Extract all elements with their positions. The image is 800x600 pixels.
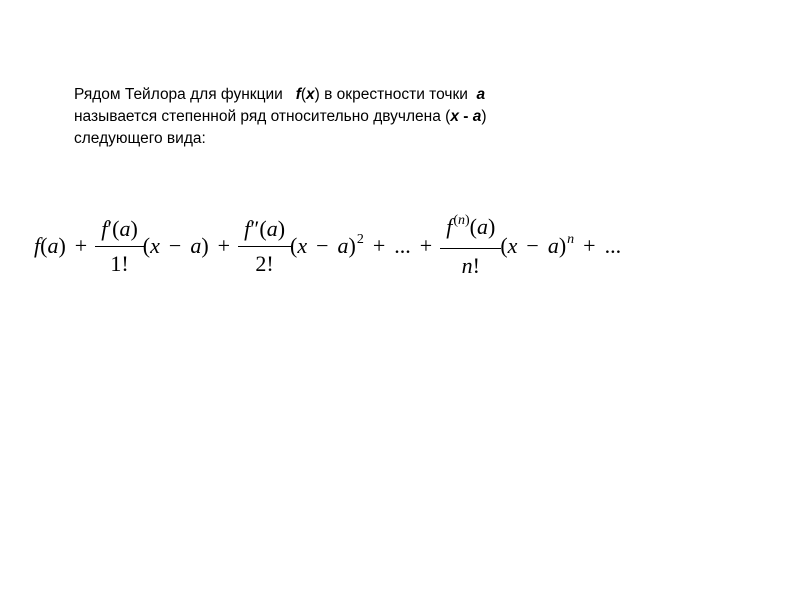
paren-open: ( bbox=[300, 86, 307, 103]
line1-text-middle: в окрестности точки bbox=[319, 86, 477, 103]
sym-rp: ) bbox=[348, 233, 356, 258]
sym-n: n bbox=[458, 212, 465, 228]
binomial-x: x bbox=[450, 108, 459, 125]
fraction-first-derivative bbox=[98, 216, 141, 277]
taylor-series-formula bbox=[34, 206, 621, 286]
sym-lp: ( bbox=[290, 233, 298, 258]
sym-a: a bbox=[47, 233, 59, 258]
variable-x: x bbox=[306, 86, 315, 103]
sym-rp: ) bbox=[58, 233, 66, 258]
ellipsis: ... bbox=[394, 233, 411, 258]
plus-sign: + bbox=[74, 233, 88, 258]
sym-x: x bbox=[150, 233, 160, 258]
binomial-term-1 bbox=[143, 233, 209, 259]
sym-a: a bbox=[190, 233, 202, 258]
sym-a: a bbox=[547, 233, 559, 258]
sym-lp: ( bbox=[259, 215, 267, 241]
binomial-minus: - bbox=[458, 108, 473, 125]
minus-sign: − bbox=[168, 233, 182, 258]
sym-lp: ( bbox=[112, 215, 120, 241]
sym-lp: ( bbox=[469, 213, 477, 239]
sym-x: x bbox=[297, 233, 308, 258]
function-f: f bbox=[295, 86, 301, 103]
ellipsis: ... bbox=[604, 233, 622, 258]
sym-a: a bbox=[266, 215, 278, 241]
sym-lp: ( bbox=[40, 233, 48, 258]
numerator bbox=[98, 216, 141, 246]
denominator: 1! bbox=[95, 246, 144, 277]
fraction-second-derivative bbox=[241, 216, 288, 277]
sym-rp: ) bbox=[277, 215, 286, 241]
plus-sign: + bbox=[419, 233, 433, 258]
sym-a: a bbox=[119, 215, 131, 241]
sym-f: f bbox=[244, 215, 251, 241]
denominator: 2! bbox=[238, 246, 291, 277]
minus-sign: − bbox=[526, 233, 539, 258]
sym-rp: ) bbox=[201, 233, 209, 258]
exponent-2: 2 bbox=[356, 232, 364, 247]
definition-paragraph bbox=[74, 84, 674, 150]
sym-f: f bbox=[101, 215, 108, 241]
sym-rp: ) bbox=[465, 212, 470, 228]
numerator bbox=[241, 216, 288, 246]
sym-f: f bbox=[34, 233, 41, 258]
plus-sign: + bbox=[583, 233, 596, 258]
paragraph-line-2 bbox=[74, 106, 674, 128]
denominator bbox=[440, 248, 501, 279]
sym-a: a bbox=[337, 233, 349, 258]
sym-lp: ( bbox=[453, 212, 458, 228]
binomial-term-2 bbox=[290, 233, 364, 259]
line1-text-start: Рядом Тейлора для функции bbox=[74, 86, 296, 103]
derivative-order bbox=[453, 213, 469, 228]
paren-close: ) bbox=[314, 86, 320, 103]
minus-sign: − bbox=[316, 233, 329, 258]
binomial-a: a bbox=[472, 108, 482, 125]
paragraph-line-1 bbox=[74, 84, 674, 106]
sym-f: f bbox=[446, 213, 453, 239]
exponent-n: n bbox=[567, 232, 575, 247]
sym-lp: ( bbox=[142, 233, 151, 258]
paragraph-line-3: следующего вида: bbox=[74, 130, 206, 147]
line2-text-start: называется степенной ряд относительно двучлена ( bbox=[74, 108, 451, 125]
binomial-term-n bbox=[500, 233, 574, 259]
term-f-of-a bbox=[34, 233, 66, 259]
sym-prime: ′ bbox=[107, 215, 113, 241]
binomial-close: ) bbox=[481, 108, 487, 125]
plus-sign: + bbox=[372, 233, 386, 258]
sym-x: x bbox=[507, 233, 518, 258]
point-a: a bbox=[476, 86, 486, 103]
sym-rp: ) bbox=[558, 233, 567, 258]
sym-n: n bbox=[461, 252, 473, 278]
plus-sign: + bbox=[217, 233, 231, 258]
fraction-nth-derivative bbox=[443, 214, 498, 279]
sym-double-prime: ″ bbox=[250, 215, 260, 241]
numerator bbox=[443, 214, 498, 248]
sym-a: a bbox=[477, 213, 488, 239]
sym-rp: ) bbox=[130, 215, 138, 241]
sym-lp: ( bbox=[500, 233, 508, 258]
sym-factorial: ! bbox=[472, 252, 480, 278]
sym-rp: ) bbox=[488, 213, 496, 239]
